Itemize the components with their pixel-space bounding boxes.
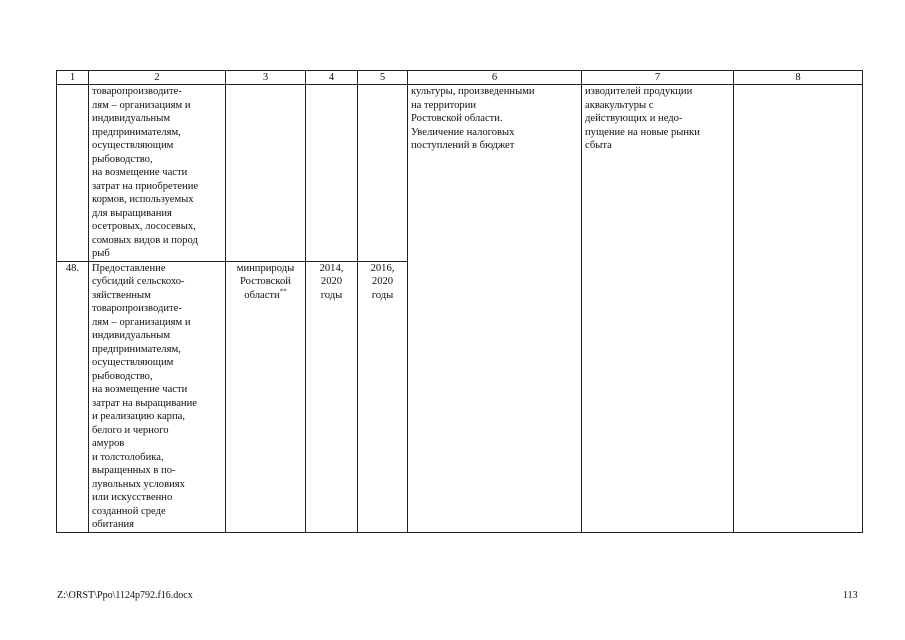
- document-table: [56, 70, 863, 533]
- cell-text-line: 2016,: [370, 262, 395, 274]
- cell-text-line: затрат на выращивание: [92, 397, 197, 409]
- cell-text-line: и реализацию карпа,: [92, 411, 185, 422]
- cell-text-line: культуры, произведенными: [411, 86, 535, 97]
- start-year-cell: [306, 85, 358, 262]
- cell-text-line: сомовых видов и пород: [92, 234, 198, 246]
- executor-line: области: [244, 289, 280, 301]
- cell-text-line: осуществляющим: [92, 357, 174, 368]
- cell-text-line: на территории: [411, 99, 477, 111]
- cell-text-line: рыбоводство,: [92, 153, 153, 165]
- cell-text-line: обитания: [92, 519, 135, 530]
- column-number-row: [57, 71, 863, 85]
- cell-text-line: для выращивания: [92, 207, 172, 219]
- cell-text-line: товаропроизводите-: [92, 303, 182, 314]
- cell-text-line: индивидуальным: [92, 113, 171, 124]
- header-cell: 4: [306, 71, 358, 85]
- cell-text-line: на возмещение части: [92, 384, 188, 395]
- header-cell: 6: [408, 71, 582, 85]
- page-number: 113: [843, 590, 858, 601]
- cell-text-line: созданной среде: [92, 505, 166, 517]
- header-cell: 1: [57, 71, 89, 85]
- file-path: Z:\ORST\Ppo\1124p792.f16.docx: [57, 590, 193, 601]
- executor-line: Ростовской: [240, 276, 291, 287]
- cell-text-line: индивидуальным: [92, 330, 171, 341]
- cell-text-line: кормов, используемых: [92, 194, 194, 205]
- cell-text-line: Предоставление: [92, 262, 166, 274]
- cell-text-line: лувольных условиях: [92, 478, 185, 490]
- start-year-cell: [306, 261, 358, 532]
- cell-text-line: аквакультуры с: [585, 99, 654, 111]
- cell-text-line: изводителей продукции: [585, 86, 693, 97]
- cell-text-line: амуров: [92, 438, 125, 449]
- cell-text-line: рыбоводство,: [92, 370, 153, 382]
- executor-cell: [226, 85, 306, 262]
- cell-text-line: осетровых, лососевых,: [92, 221, 196, 232]
- footnote-mark: **: [279, 286, 287, 295]
- executor-cell: [226, 261, 306, 532]
- measure-cell: [89, 85, 226, 262]
- cell-text-line: годы: [371, 289, 394, 301]
- cell-text-line: Ростовской области.: [411, 113, 503, 124]
- header-cell: 5: [358, 71, 408, 85]
- header-cell: 7: [582, 71, 734, 85]
- table-row: [57, 85, 863, 262]
- cell-text-line: или искусственно: [92, 492, 173, 503]
- cell-text-line: товаропроизводите-: [92, 86, 182, 97]
- end-year-cell: [358, 261, 408, 532]
- cell-text-line: на возмещение части: [92, 167, 188, 178]
- cell-text-line: действующих и недо-: [585, 113, 683, 124]
- cell-text-line: Увеличение налоговых: [411, 126, 515, 138]
- cell-text-line: предпринимателям,: [92, 126, 181, 138]
- cell-text-line: 2020: [371, 276, 394, 287]
- cell-text-line: 2020: [320, 276, 343, 287]
- row-number-cell: 48.: [57, 261, 89, 532]
- consequence-cell: [582, 85, 734, 533]
- end-year-cell: [358, 85, 408, 262]
- cell-text-line: зяйственным: [92, 289, 151, 301]
- cell-text-line: поступлений в бюджет: [411, 140, 515, 151]
- header-cell: 3: [226, 71, 306, 85]
- measure-cell: [89, 261, 226, 532]
- cell-text-line: выращенных в по-: [92, 465, 176, 476]
- cell-text-line: и толстолобика,: [92, 451, 164, 463]
- header-cell: 8: [734, 71, 863, 85]
- cell-text-line: лям – организациям и: [92, 316, 191, 328]
- cell-text-line: субсидий сельскохо-: [92, 276, 185, 287]
- header-cell: 2: [89, 71, 226, 85]
- cell-text-line: лям – организациям и: [92, 99, 191, 111]
- cell-text-line: 2014,: [319, 262, 344, 274]
- cell-text-line: осуществляющим: [92, 140, 174, 151]
- result-cell: [408, 85, 582, 533]
- cell-text-line: рыб: [92, 248, 110, 259]
- executor-line: минприроды: [236, 262, 295, 274]
- relation-cell: [734, 85, 863, 533]
- row-number-cell: [57, 85, 89, 262]
- cell-text-line: затрат на приобретение: [92, 180, 199, 192]
- cell-text-line: предпринимателям,: [92, 343, 181, 355]
- cell-text-line: годы: [320, 289, 343, 301]
- cell-text-line: сбыта: [585, 140, 612, 151]
- cell-text-line: белого и черного: [92, 424, 169, 436]
- cell-text-line: пущение на новые рынки: [585, 126, 700, 138]
